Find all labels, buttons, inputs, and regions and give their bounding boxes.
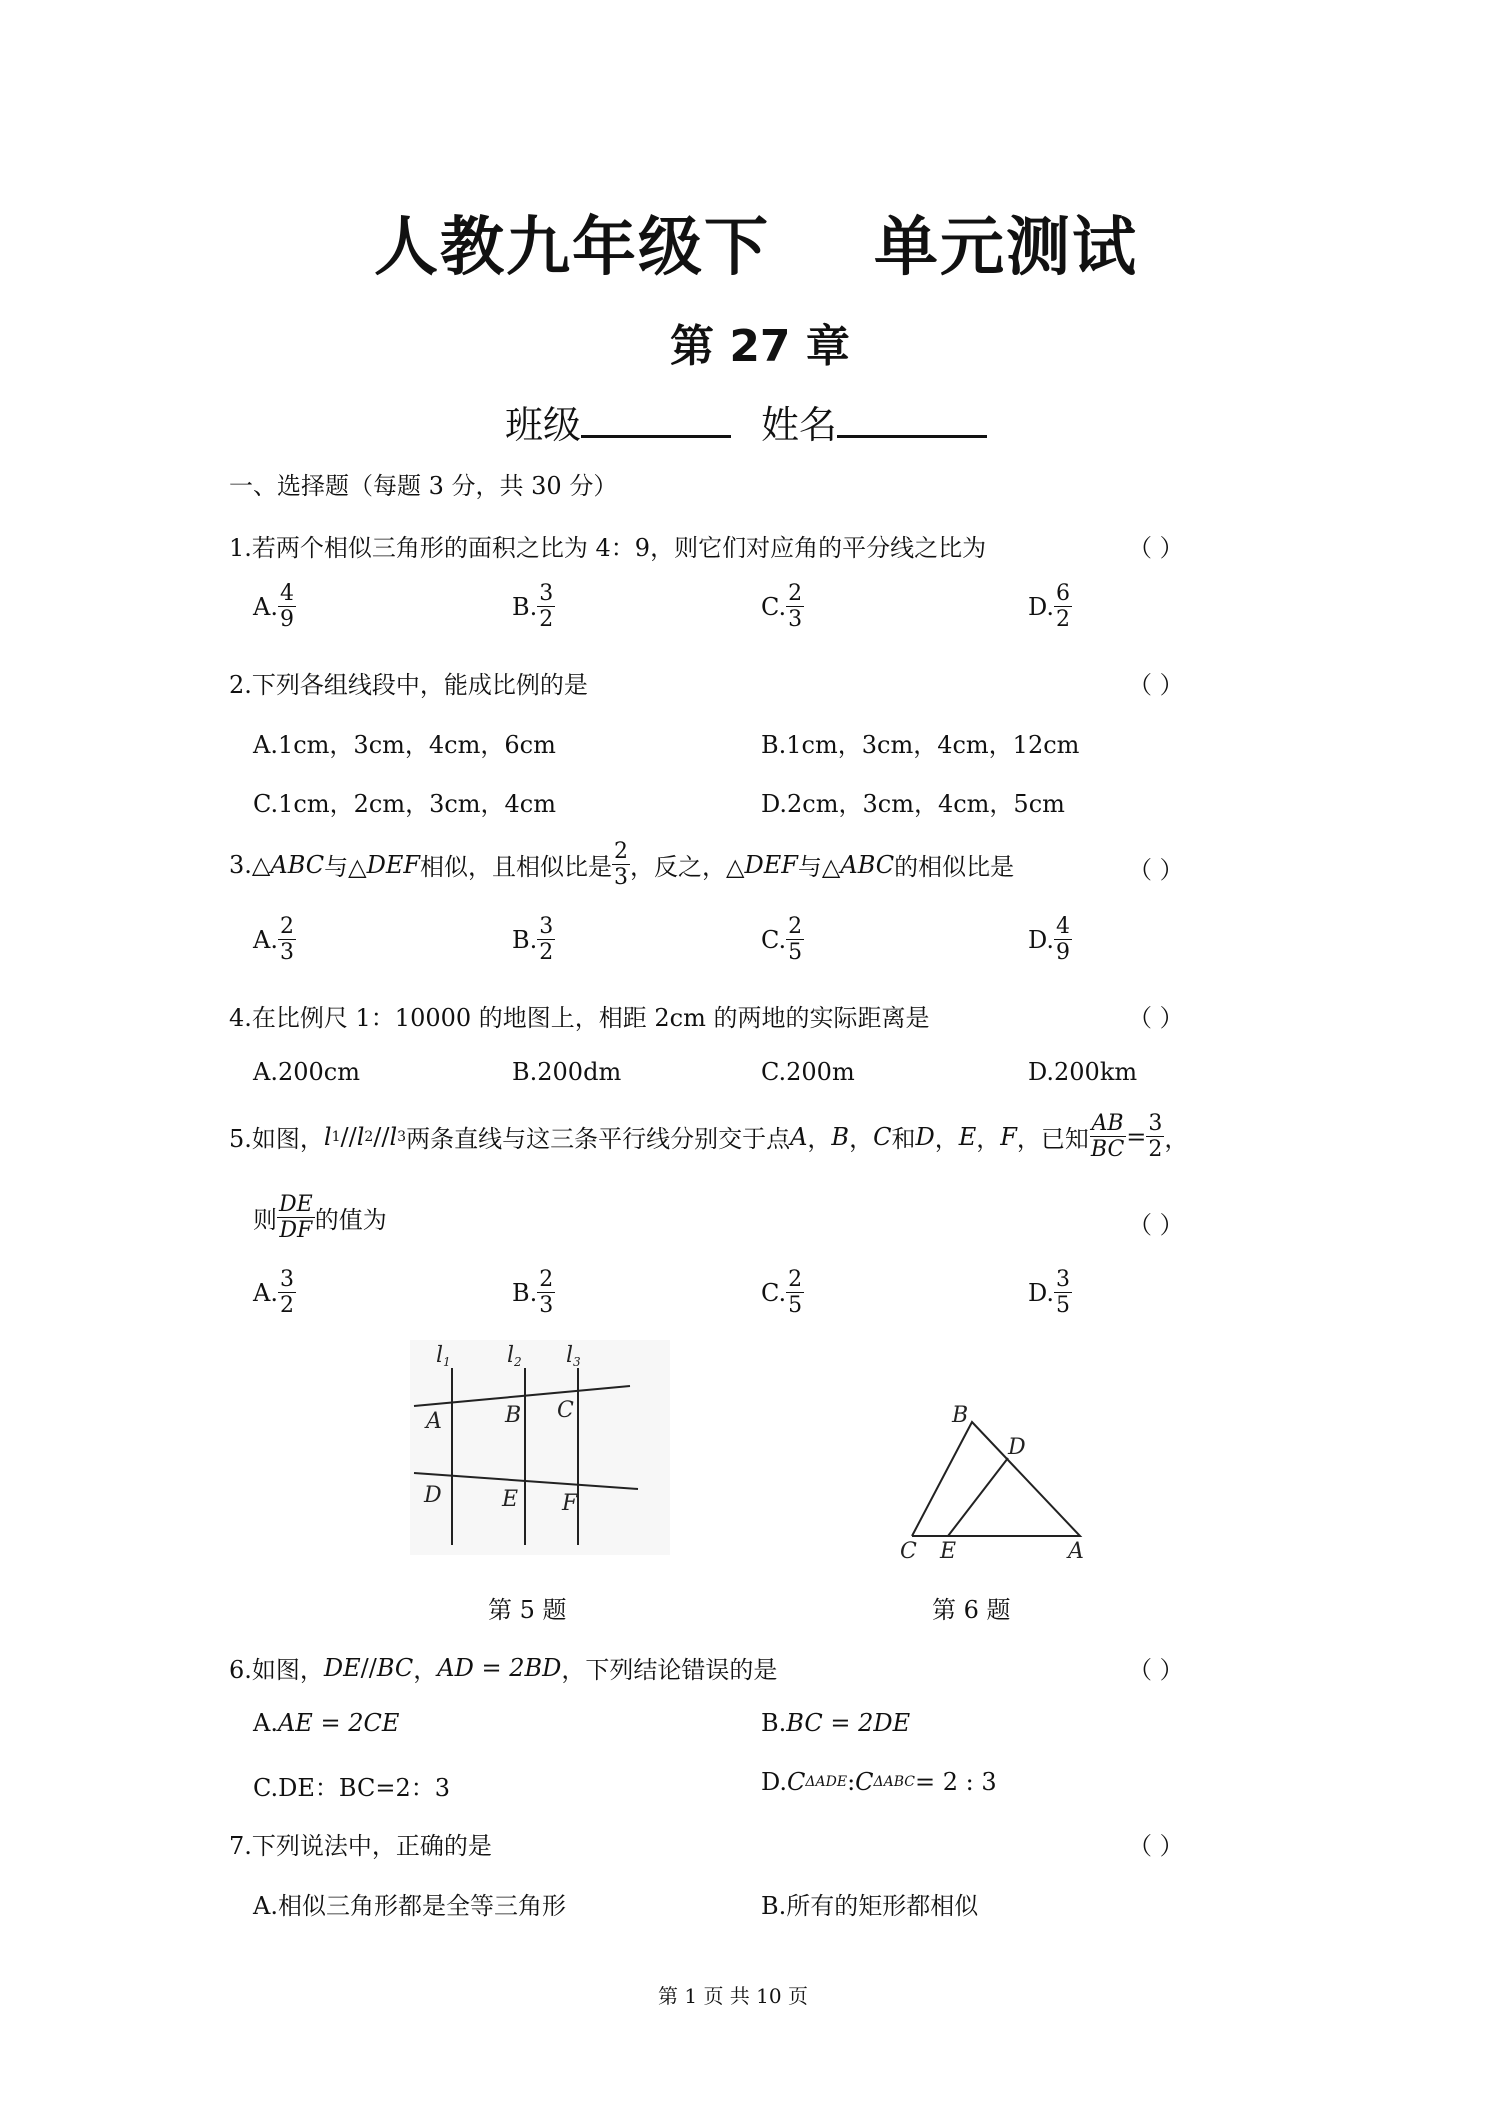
answer-paren-7[interactable]: （ ） [1128, 1832, 1184, 1860]
option-label: A. [253, 1278, 278, 1307]
fraction [786, 582, 804, 631]
q3-option-b [512, 915, 555, 964]
text: 与△ [324, 853, 367, 882]
figure-background [410, 1340, 670, 1555]
denominator: 5 [1056, 1293, 1071, 1319]
fraction [612, 840, 630, 889]
q1-option-c [761, 582, 804, 631]
triangle-def: DEF [744, 850, 798, 879]
answer-paren-5[interactable]: （ ） [1128, 1211, 1184, 1239]
answer-paren-4[interactable]: （ ） [1128, 1004, 1184, 1032]
line-l: l [389, 1122, 398, 1151]
q2-option-c: C.1cm，2cm，3cm，4cm [253, 790, 557, 818]
q5-option-d [1028, 1268, 1072, 1317]
point: B [831, 1122, 850, 1151]
q6-option-b [761, 1709, 910, 1737]
numerator: 3 [279, 1267, 294, 1292]
label-l1: l1 [436, 1343, 451, 1369]
label-C: C [557, 1398, 574, 1423]
question-1-text: 1.若两个相似三角形的面积之比为 4：9，则它们对应角的平分线之比为 [229, 534, 987, 562]
numerator: 2 [539, 1267, 554, 1292]
q5-option-b [512, 1268, 555, 1317]
segment-bc: BC [376, 1653, 414, 1682]
fraction [786, 1268, 804, 1317]
numerator: DE [279, 1192, 313, 1217]
text: 5.如图， [229, 1125, 324, 1154]
q4-option-a: A.200cm [253, 1058, 360, 1086]
option-label: B. [512, 1278, 538, 1307]
label-B: B [952, 1403, 969, 1428]
label-l2: l2 [507, 1343, 522, 1369]
fraction [537, 582, 555, 631]
comma: ， [934, 1125, 959, 1154]
q2-option-d: D.2cm，3cm，4cm，5cm [761, 790, 1065, 818]
numerator: 2 [788, 1267, 803, 1292]
parallel-sign: // [373, 1122, 390, 1151]
denominator: 5 [788, 940, 803, 966]
title-right: 单元测试 [874, 211, 1138, 285]
denominator: BC [1090, 1137, 1125, 1163]
denominator: 2 [1056, 607, 1071, 633]
text: 相似，且相似比是 [420, 853, 613, 882]
label-A: A [1068, 1539, 1084, 1560]
fraction [1054, 915, 1072, 964]
numerator: 3 [539, 581, 554, 606]
question-3-text [229, 840, 1014, 889]
text: 的相似比是 [894, 853, 1015, 882]
class-label: 班级 [505, 403, 582, 447]
line-l: l [323, 1122, 332, 1151]
option-label: A. [253, 925, 278, 954]
page-footer: 第 1 页 共 10 页 [658, 1984, 808, 2008]
label-D: D [1008, 1435, 1026, 1460]
q7-option-b: B.所有的矩形都相似 [761, 1892, 979, 1920]
subscript: ΔABC [873, 1774, 916, 1790]
point: C [873, 1122, 892, 1151]
comma: ， [976, 1125, 1001, 1154]
text: ，反之，△ [630, 853, 745, 882]
option-label: B. [512, 592, 538, 621]
numerator: 3 [1056, 1267, 1071, 1292]
q2-option-a: A.1cm，3cm，4cm，6cm [253, 731, 556, 759]
answer-paren-6[interactable]: （ ） [1128, 1656, 1184, 1684]
answer-paren-1[interactable]: （ ） [1128, 534, 1184, 562]
parallel-sign: // [340, 1122, 357, 1151]
numerator: 4 [279, 581, 294, 606]
denominator: 3 [539, 1293, 554, 1319]
question-7-text: 7.下列说法中，正确的是 [229, 1832, 492, 1860]
denominator: 2 [1148, 1137, 1163, 1163]
text: 6.如图， [229, 1656, 324, 1684]
text: 与△ [797, 853, 841, 882]
point: A [790, 1122, 808, 1151]
q7-option-a: A.相似三角形都是全等三角形 [253, 1892, 566, 1920]
text: ，下列结论错误的是 [561, 1656, 778, 1684]
figure-6-caption: 第 6 题 [932, 1596, 1011, 1624]
q3-option-c [761, 915, 804, 964]
title-left: 人教九年级下 [374, 211, 770, 285]
line-l: l [356, 1122, 365, 1151]
subscript: 2 [364, 1128, 374, 1145]
numerator: 3 [1148, 1111, 1163, 1136]
fraction [1054, 582, 1072, 631]
subscript: ΔADE [805, 1774, 848, 1790]
ratio-value: = 2 : 3 [915, 1768, 997, 1796]
comma: ， [413, 1656, 438, 1684]
label-F: F [562, 1491, 578, 1516]
q6-option-d [761, 1768, 997, 1796]
numerator: 2 [788, 914, 803, 939]
fraction [278, 915, 296, 964]
triangle-abc: ABC [270, 850, 325, 879]
q4-option-d: D.200km [1028, 1058, 1138, 1086]
text: 3.△ [229, 850, 271, 879]
page-title [374, 196, 1138, 288]
question-4-text: 4.在比例尺 1：10000 的地图上，相距 2cm 的两地的实际距离是 [229, 1004, 930, 1032]
option-label: C. [761, 592, 787, 621]
ratio-colon: : [847, 1768, 856, 1796]
fraction [537, 1268, 555, 1317]
denominator: 3 [279, 940, 294, 966]
option-label: B. [761, 1709, 787, 1737]
point: D [915, 1122, 935, 1151]
question-2-text: 2.下列各组线段中，能成比例的是 [229, 671, 588, 699]
triangle-abc [912, 1422, 1080, 1536]
numerator: 4 [1056, 914, 1071, 939]
name-row [505, 394, 1017, 449]
option-label: A. [253, 1709, 278, 1737]
option-text: BC = 2DE [786, 1709, 911, 1737]
denominator: 2 [539, 607, 554, 633]
triangle-def: DEF [366, 850, 421, 879]
denominator: 9 [1056, 940, 1071, 966]
denominator: 2 [279, 1293, 294, 1319]
subscript: 3 [397, 1128, 407, 1145]
fraction [786, 915, 804, 964]
parallel-sign: // [360, 1653, 377, 1682]
text: ，已知 [1016, 1125, 1089, 1154]
q5-option-c [761, 1268, 804, 1317]
q2-option-b: B.1cm，3cm，4cm，12cm [761, 731, 1080, 759]
q3-option-d [1028, 915, 1072, 964]
q6-option-a [253, 1709, 399, 1737]
text: 的值为 [314, 1206, 387, 1235]
comma: ， [1164, 1125, 1189, 1154]
perimeter-symbol: C [855, 1768, 874, 1796]
q4-option-b: B.200dm [512, 1058, 622, 1086]
answer-paren-2[interactable]: （ ） [1128, 671, 1184, 699]
q1-option-b [512, 582, 555, 631]
denominator: 2 [539, 940, 554, 966]
fraction [1054, 1268, 1072, 1317]
option-label: D. [1028, 1278, 1055, 1307]
fraction [537, 915, 555, 964]
q6-option-c: C.DE：BC=2：3 [253, 1774, 450, 1802]
numerator: 3 [539, 914, 554, 939]
option-label: C. [761, 1278, 787, 1307]
denominator: 3 [614, 865, 629, 891]
figure-5-parallel-lines [410, 1340, 670, 1555]
question-5-text [229, 1112, 1188, 1161]
label-B: B [505, 1403, 522, 1428]
label-E: E [502, 1487, 519, 1512]
option-label: D. [1028, 925, 1055, 954]
figure-5-caption: 第 5 题 [488, 1596, 567, 1624]
fraction [278, 1268, 296, 1317]
point: F [1000, 1122, 1017, 1151]
denominator: 9 [279, 607, 294, 633]
comma: ， [849, 1125, 874, 1154]
label-l3: l3 [566, 1343, 581, 1369]
name-label: 姓名 [761, 403, 838, 447]
question-5-line2 [253, 1193, 387, 1242]
denominator: 5 [788, 1293, 803, 1319]
perimeter-symbol: C [787, 1768, 806, 1796]
option-label: B. [512, 925, 538, 954]
numerator: 2 [614, 839, 629, 864]
q4-option-c: C.200m [761, 1058, 855, 1086]
chapter-heading: 第 27 章 [670, 321, 850, 372]
fraction [1089, 1112, 1126, 1161]
numerator: 2 [788, 581, 803, 606]
comma: ， [807, 1125, 832, 1154]
fraction [277, 1193, 315, 1242]
option-text: AE = 2CE [277, 1709, 400, 1737]
label-E: E [940, 1539, 957, 1560]
subscript: 1 [331, 1128, 341, 1145]
label-C: C [900, 1539, 917, 1560]
segment-de [948, 1458, 1008, 1536]
label-A: A [426, 1409, 442, 1434]
numerator: 6 [1056, 581, 1071, 606]
numerator: 2 [279, 914, 294, 939]
name-blank[interactable] [837, 399, 987, 438]
q1-option-d [1028, 582, 1072, 631]
segment-de: DE [323, 1653, 361, 1682]
q3-option-a [253, 915, 296, 964]
option-label: D. [761, 1768, 788, 1796]
equation: AD = 2BD [437, 1653, 562, 1682]
option-label: A. [253, 592, 278, 621]
text: 两条直线与这三条平行线分别交于点 [406, 1125, 791, 1154]
question-6-text [229, 1650, 777, 1685]
fraction [1146, 1112, 1164, 1161]
equals: = [1126, 1122, 1147, 1151]
fraction [278, 582, 296, 631]
figure-6-triangle [880, 1400, 1090, 1560]
text: 则 [253, 1206, 277, 1235]
label-D: D [424, 1483, 442, 1508]
answer-paren-3[interactable]: （ ） [1128, 856, 1184, 884]
text: 和 [891, 1125, 916, 1154]
q1-option-a [253, 582, 296, 631]
denominator: DF [279, 1218, 313, 1244]
triangle-abc: ABC [840, 850, 895, 879]
section-heading: 一、选择题（每题 3 分，共 30 分） [229, 472, 618, 500]
point: E [958, 1122, 977, 1151]
numerator: AB [1091, 1111, 1124, 1136]
q5-option-a [253, 1268, 296, 1317]
denominator: 3 [788, 607, 803, 633]
class-blank[interactable] [581, 399, 731, 438]
option-label: D. [1028, 592, 1055, 621]
option-label: C. [761, 925, 787, 954]
